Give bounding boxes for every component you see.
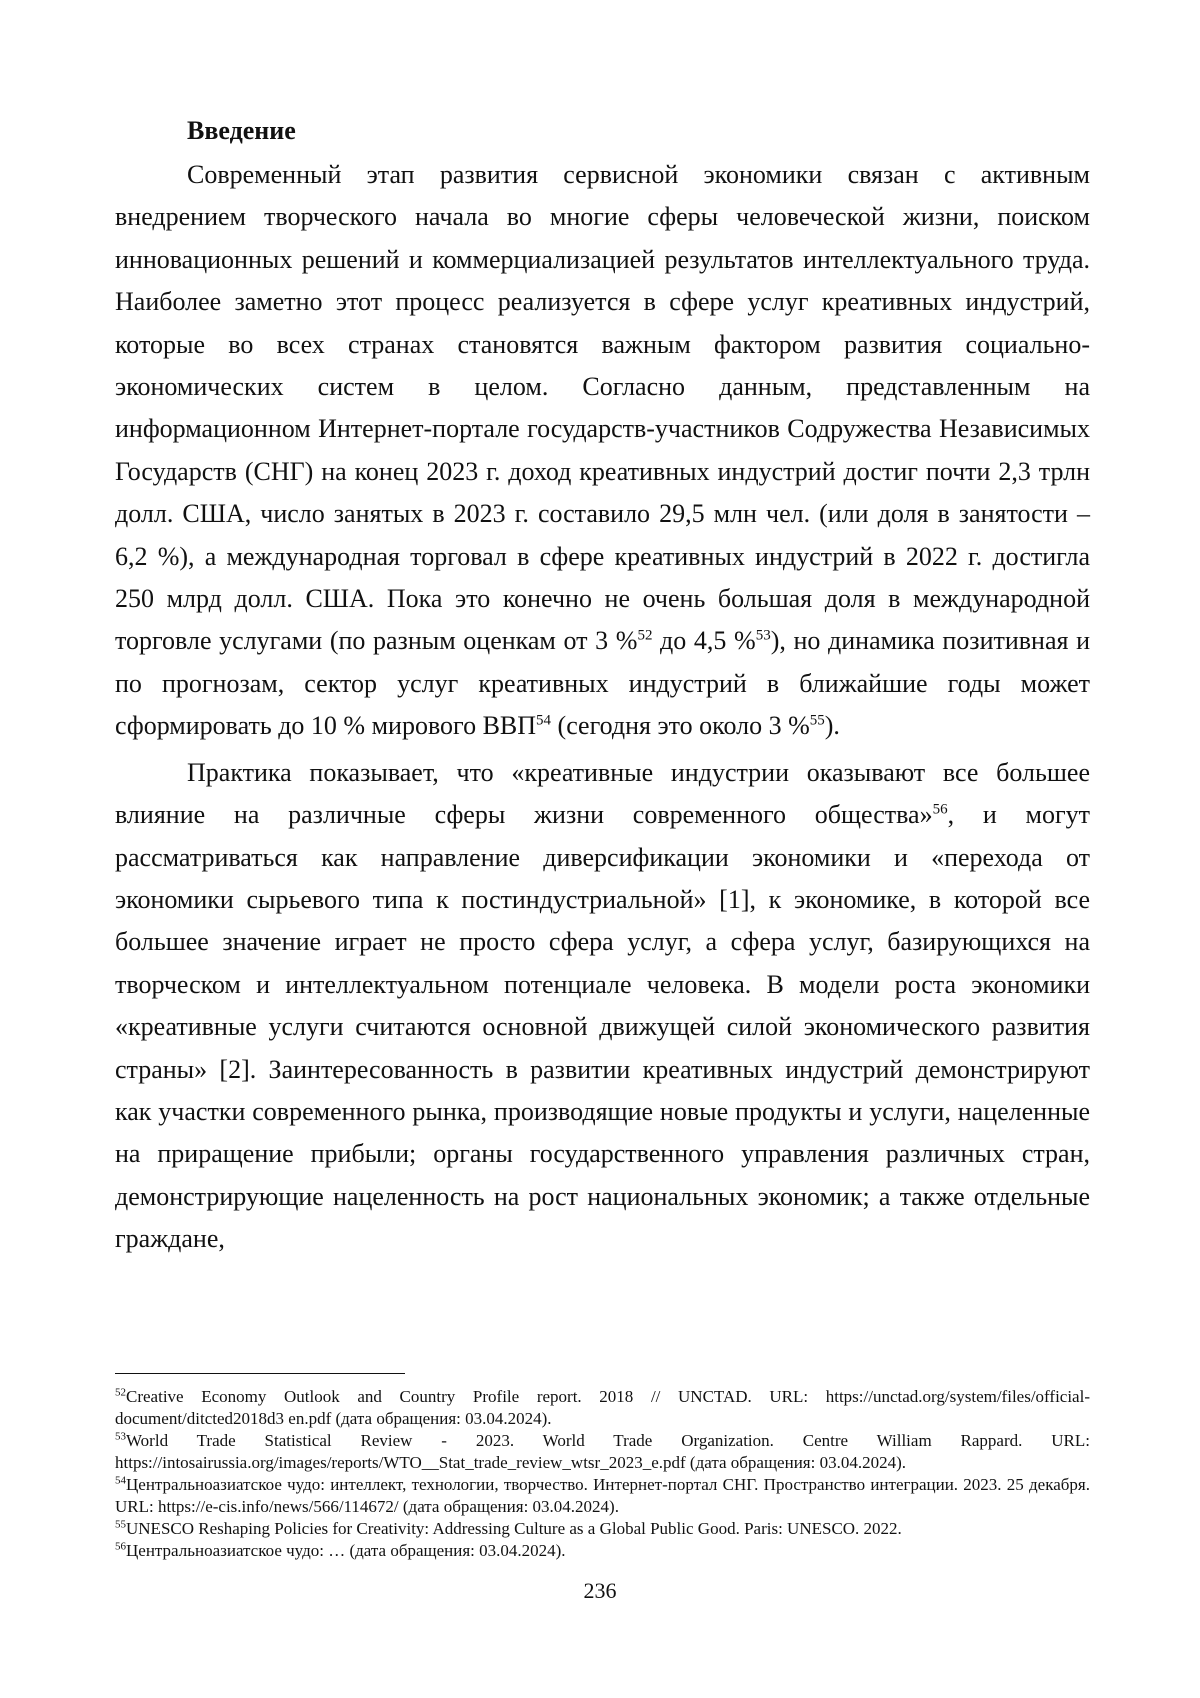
footnote-text: Creative Economy Outlook and Country Profile report. 2018 // UNCTAD. URL: https://unctad.org/system/files/official-document/ditcted2018d3 en.pdf (дата обращения: 03.04.2024). bbox=[115, 1387, 1090, 1428]
footnote-number: 54 bbox=[115, 1474, 126, 1487]
paragraph-2 bbox=[115, 752, 1090, 1261]
section-heading: Введение bbox=[187, 116, 296, 145]
footnote-number: 56 bbox=[115, 1540, 126, 1553]
paragraph-1-text: до 4,5 % bbox=[652, 626, 756, 656]
footnote-text: UNESCO Reshaping Policies for Creativity: Addressing Culture as a Global Public Good. Paris: UNESCO. 2022. bbox=[126, 1519, 902, 1538]
footnotes bbox=[115, 1386, 1090, 1562]
paragraph-2-text: Практика показывает, что «креативные индустрии оказывают все большее влияние на различные сферы жизни современного общества» bbox=[115, 757, 1090, 830]
footnote-54 bbox=[115, 1474, 1090, 1518]
footnote-ref-56[interactable]: 56 bbox=[932, 801, 948, 818]
footnote-divider bbox=[115, 1373, 405, 1374]
page-number: 236 bbox=[583, 1578, 617, 1603]
footnote-text: Центральноазиатское чудо: интеллект, технологии, творчество. Интернет-портал СНГ. Пространство интеграции. 2023. 25 декабря. URL: https://e-cis.info/news/566/114672/ (дата обращения: 03.04.2024). bbox=[115, 1475, 1090, 1516]
paragraph-2-text: , и могут рассматриваться как направление диверсификации экономики и «перехода от экономики сырьевого типа к постиндустриальной» [1], к экономике, в которой все большее значение играет не просто сфера услуг, а сфера услуг, базирующихся на творческом и интеллектуальном потенциале человека. В модели роста экономики «креативные услуги считаются основной движущей силой экономического развития страны» [2]. Заинтересованность в развитии креативных индустрий демонстрируют как участки современного рынка, производящие новые продукты и услуги, нацеленные на приращение прибыли; органы государственного управления различных стран, демонстрирующие нацеленность на рост национальных экономик; а также отдельные граждане, bbox=[115, 800, 1090, 1254]
footnote-53 bbox=[115, 1430, 1090, 1474]
footnote-ref-52[interactable]: 52 bbox=[637, 627, 653, 644]
footnote-ref-55[interactable]: 55 bbox=[809, 712, 825, 729]
paragraph-1-text: ). bbox=[824, 711, 840, 741]
footnote-text: Центральноазиатское чудо: … (дата обращения: 03.04.2024). bbox=[126, 1541, 566, 1560]
paragraph-1-text: Современный этап развития сервисной экономики связан с активным внедрением творческого начала во многие сферы человеческой жизни, поиском инновационных решений и коммерциализацией результатов интеллектуального труда. Наиболее заметно этот процесс реализуется в сфере услуг креативных индустрий, которые во всех странах становятся важным фактором развития социально-экономических систем в целом. Согласно данным, представленным на информационном Интернет-портале государств-участников Содружества Независимых Государств (СНГ) на конец 2023 г. доход креативных индустрий достиг почти 2,3 трлн долл. США, число занятых в 2023 г. составило 29,5 млн чел. (или доля в занятости – 6,2 %), а международная торговал в сфере креативных индустрий в 2022 г. достигла 250 млрд долл. США. Пока это конечно не очень большая доля в международной торговле услугами (по разным оценкам от 3 % bbox=[115, 160, 1090, 656]
footnote-number: 52 bbox=[115, 1386, 126, 1399]
footnote-number: 53 bbox=[115, 1430, 126, 1443]
paragraph-1-text: (сегодня это около 3 % bbox=[551, 711, 810, 741]
paragraph-1 bbox=[115, 154, 1090, 748]
footnote-55 bbox=[115, 1518, 1090, 1540]
footnote-52 bbox=[115, 1386, 1090, 1430]
footnote-number: 55 bbox=[115, 1518, 126, 1531]
footnote-text: World Trade Statistical Review - 2023. World Trade Organization. Centre William Rappard. URL: https://intosairussia.org/images/reports/WTO__Stat_trade_review_wtsr_2023_e.pdf (дата обращения: 03.04.2024). bbox=[115, 1431, 1090, 1472]
main-text bbox=[115, 110, 1090, 1265]
paragraph-1-text: ), но динамика позитивная и по прогнозам, сектор услуг креативных индустрий в ближайшие годы может сформировать до 10 % мирового ВВП bbox=[115, 626, 1090, 741]
footnote-ref-54[interactable]: 54 bbox=[536, 712, 552, 729]
footnote-ref-53[interactable]: 53 bbox=[755, 627, 771, 644]
footnote-56 bbox=[115, 1540, 1090, 1562]
